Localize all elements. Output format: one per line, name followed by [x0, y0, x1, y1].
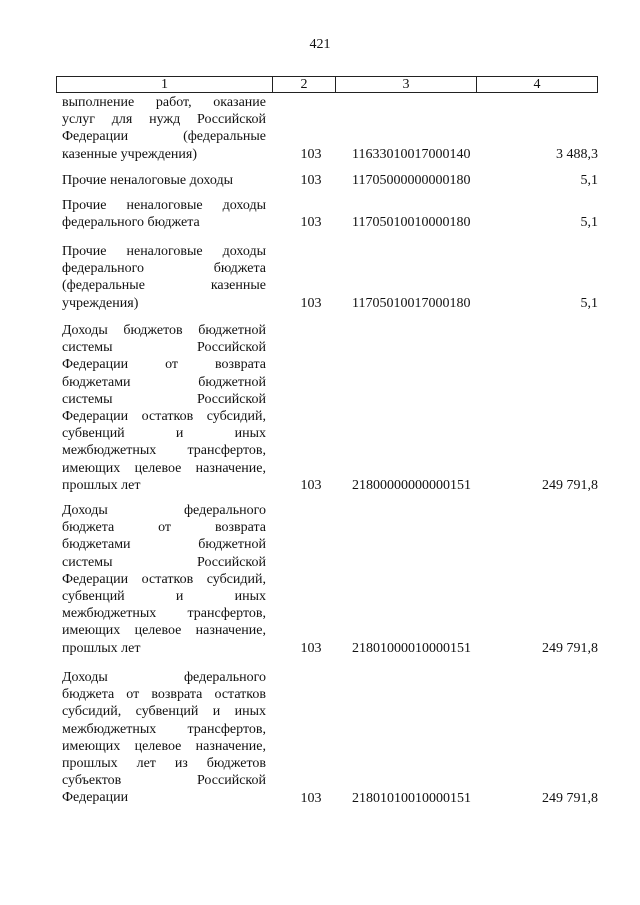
description-line: федерального бюджета [62, 261, 266, 277]
description-line: выполнение работ, оказание [62, 95, 266, 110]
description-line: системы Российской [62, 391, 266, 407]
row-code-admin: 103 [300, 146, 322, 162]
description-line: бюджета от возврата [62, 520, 266, 536]
description-line: межбюджетных трансфертов, [62, 721, 266, 737]
row-description [62, 669, 266, 807]
header-col-4: 4 [533, 77, 541, 92]
description-line: субъектов Российской [62, 773, 266, 789]
description-line: Федерации от возврата [62, 357, 266, 373]
description-line: Федерации [62, 790, 129, 806]
table-row [62, 502, 598, 657]
description-line: учреждения) [62, 295, 139, 311]
row-code-admin: 103 [300, 215, 322, 231]
row-description [62, 322, 266, 494]
table-row [62, 669, 598, 807]
row-amount: 249 791,8 [542, 790, 598, 806]
table-row [62, 172, 598, 189]
page-number: 421 [309, 37, 331, 52]
table-row [62, 243, 598, 312]
row-code-kbk: 11705010010000180 [352, 215, 471, 231]
header-col-3: 3 [336, 77, 477, 92]
row-amount: 3 488,3 [556, 146, 598, 162]
row-amount: 5,1 [580, 295, 598, 311]
table-row [62, 322, 598, 494]
description-line: Доходы бюджетов бюджетной [62, 323, 266, 338]
row-code-admin: 103 [300, 790, 322, 806]
description-line: федерального бюджета [62, 215, 200, 231]
description-line: субвенций и иных [62, 426, 266, 442]
description-line: субсидий, субвенций и иных [62, 704, 266, 720]
description-line: имеющих целевое назначение, [62, 460, 266, 476]
description-line: бюджета от возврата остатков [62, 687, 266, 703]
description-line: Доходы федерального [62, 503, 266, 518]
row-code-kbk: 21801010010000151 [352, 790, 471, 806]
description-line: межбюджетных трансфертов, [62, 606, 266, 622]
row-description [62, 243, 266, 312]
row-description [62, 172, 266, 189]
description-line: имеющих целевое назначение, [62, 738, 266, 754]
description-line: Федерации (федеральные [62, 129, 266, 145]
description-line: Прочие неналоговые доходы [62, 244, 266, 259]
table-row [62, 197, 598, 231]
row-description [62, 502, 266, 657]
row-code-kbk: 11633010017000140 [352, 146, 471, 162]
row-code-kbk: 11705010017000180 [352, 295, 471, 311]
description-line: системы Российской [62, 554, 266, 570]
row-amount: 5,1 [580, 173, 598, 189]
table-header [56, 76, 598, 93]
header-col-2: 2 [273, 77, 336, 92]
description-line: Доходы федерального [62, 670, 266, 685]
row-code-kbk: 11705000000000180 [352, 173, 471, 189]
description-line: прошлых лет [62, 640, 141, 656]
row-code-kbk: 21800000000000151 [352, 478, 471, 494]
description-line: прошлых лет [62, 477, 141, 493]
description-line: (федеральные казенные [62, 278, 266, 294]
row-amount: 5,1 [580, 215, 598, 231]
description-line: Федерации остатков субсидий, [62, 571, 266, 587]
description-line: услуг для нужд Российской [62, 112, 266, 128]
description-line: прошлых лет из бюджетов [62, 756, 266, 772]
description-line: Прочие неналоговые доходы [62, 198, 266, 213]
table-row [62, 94, 598, 163]
row-code-admin: 103 [300, 173, 322, 189]
row-description [62, 197, 266, 231]
row-description [62, 94, 266, 163]
row-code-admin: 103 [300, 295, 322, 311]
description-line: Прочие неналоговые доходы [62, 173, 234, 188]
description-line: бюджетами бюджетной [62, 537, 266, 553]
description-line: имеющих целевое назначение, [62, 623, 266, 639]
row-code-admin: 103 [300, 640, 322, 656]
description-line: системы Российской [62, 340, 266, 356]
description-line: бюджетами бюджетной [62, 374, 266, 390]
description-line: казенные учреждения) [62, 146, 198, 162]
description-line: Федерации остатков субсидий, [62, 409, 266, 425]
row-amount: 249 791,8 [542, 640, 598, 656]
description-line: субвенций и иных [62, 589, 266, 605]
row-amount: 249 791,8 [542, 478, 598, 494]
header-col-1: 1 [57, 77, 273, 92]
row-code-kbk: 21801000010000151 [352, 640, 471, 656]
row-code-admin: 103 [300, 478, 322, 494]
description-line: межбюджетных трансфертов, [62, 443, 266, 459]
